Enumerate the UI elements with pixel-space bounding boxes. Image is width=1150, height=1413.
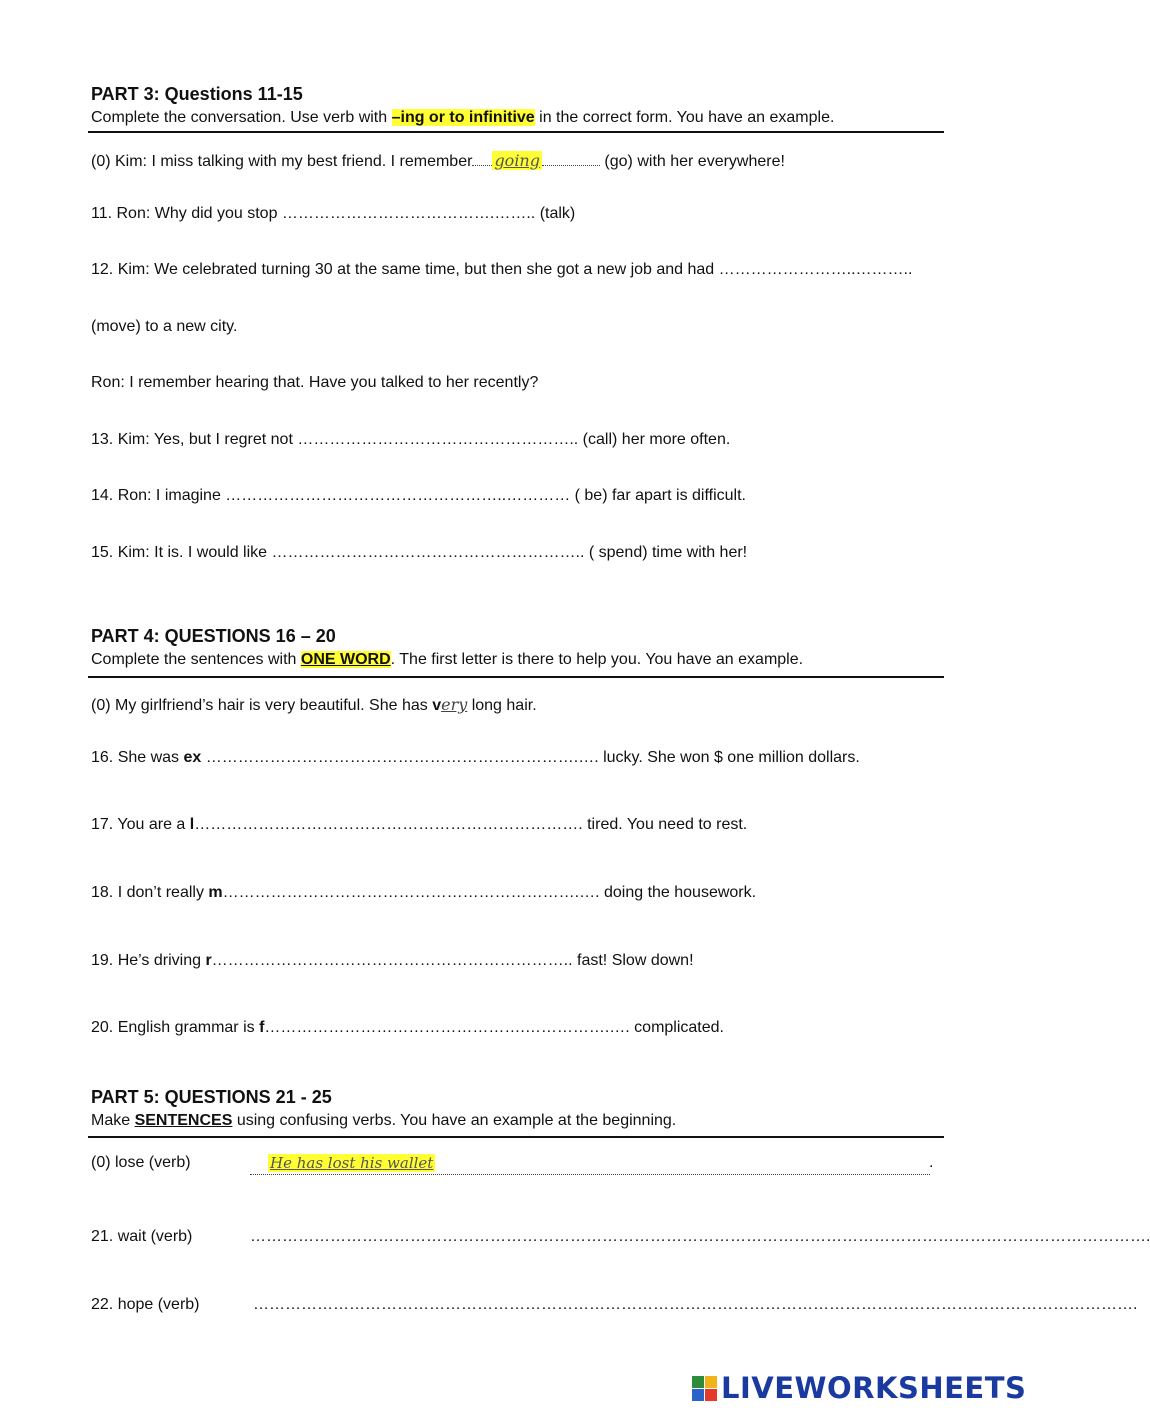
part4-instr-highlight: ONE WORD <box>300 651 391 668</box>
part3-example <box>91 151 785 171</box>
ron-line: Ron: I remember hearing that. Have you talked to her recently? <box>91 374 539 391</box>
question-22-field[interactable]: …………………………………………………………………………………………………………………………………………………. <box>253 1296 1138 1313</box>
example-answer[interactable]: going <box>494 151 540 170</box>
period: . <box>929 1154 934 1171</box>
q-text: 16. She was <box>91 749 184 766</box>
logo-text: LIVEWORKSHEETS <box>721 1371 1027 1405</box>
part5-example-field[interactable] <box>250 1154 930 1175</box>
q-text: 17. You are a <box>91 816 190 833</box>
q-blank-text: …………………………………………………………….…. lucky. She won $ one million dollars. <box>201 749 860 766</box>
q-first-letter: m <box>208 884 223 901</box>
q-first-letter: ex <box>183 749 202 766</box>
part3-instr-text: Complete the conversation. Use verb with <box>91 109 392 126</box>
q-text: 18. I don’t really <box>91 884 209 901</box>
liveworksheets-logo-icon <box>692 1376 717 1401</box>
part3-instr-text-end: in the correct form. You have an example. <box>534 109 835 126</box>
example-answer[interactable]: ery <box>441 695 468 714</box>
part3-instructions <box>91 109 834 127</box>
part3-divider <box>88 131 944 133</box>
q-first-letter: f <box>259 1019 265 1036</box>
part5-divider <box>88 1136 944 1138</box>
q-text: 20. English grammar is <box>91 1019 260 1036</box>
q-first-letter: l <box>189 816 195 833</box>
question-12-continued: (move) to a new city. <box>91 318 238 335</box>
example-text: (0) My girlfriend’s hair is very beautiful. She has <box>91 697 433 714</box>
q-text: 19. He’s driving <box>91 952 206 969</box>
part4-title: PART 4: QUESTIONS 16 – 20 <box>91 626 336 646</box>
question-15[interactable]: 15. Kim: It is. I would like ………………………………………………….. ( spend) time with her! <box>91 544 748 561</box>
part5-instr-highlight: SENTENCES <box>134 1112 233 1129</box>
example-text-end: (go) with her everywhere! <box>599 153 785 170</box>
question-20[interactable] <box>91 1019 724 1037</box>
question-17[interactable] <box>91 816 747 834</box>
part4-example <box>91 695 537 715</box>
part5-instr-text: Make <box>91 1112 135 1129</box>
part4-instr-text-end: . The first letter is there to help you. You have an example. <box>390 651 804 668</box>
question-12[interactable]: 12. Kim: We celebrated turning 30 at the same time, but then she got a new job and had ……………………..……….. <box>91 261 913 278</box>
part5-instructions <box>91 1112 676 1130</box>
part3-instr-highlight: –ing or to infinitive <box>391 109 535 126</box>
example-first-letter: v <box>432 697 442 714</box>
q-blank-text: ………………………………………………………….…. doing the housework. <box>222 884 757 901</box>
q-blank-text: ………………………………………………………………. tired. You need to rest. <box>194 816 748 833</box>
part4-instr-text: Complete the sentences with <box>91 651 301 668</box>
question-11[interactable]: 11. Ron: Why did you stop ………………………………….…….. (talk) <box>91 205 576 222</box>
question-13[interactable]: 13. Kim: Yes, but I regret not …………………………………………….. (call) her more often. <box>91 431 731 448</box>
example-text: (0) Kim: I miss talking with my best friend. I remember <box>91 153 473 170</box>
question-16[interactable] <box>91 749 860 767</box>
question-22-label: 22. hope (verb) <box>91 1296 200 1313</box>
part4-divider <box>88 676 944 678</box>
part5-instr-text-end: using confusing verbs. You have an example at the beginning. <box>232 1112 677 1129</box>
question-21-field[interactable]: ……………………………………………………………………………………………………………………………………………………. <box>250 1228 1150 1245</box>
part5-example-label: (0) lose (verb) <box>91 1154 191 1171</box>
example-blank-trail <box>542 151 600 166</box>
question-18[interactable] <box>91 884 756 902</box>
question-19[interactable] <box>91 952 694 970</box>
example-text-end: long hair. <box>467 697 537 714</box>
part4-instructions <box>91 651 803 669</box>
q-blank-text: ………………………………………….…………….…. complicated. <box>264 1019 724 1036</box>
part3-title: PART 3: Questions 11-15 <box>91 84 303 104</box>
liveworksheets-logo <box>692 1371 1026 1405</box>
part5-title: PART 5: QUESTIONS 21 - 25 <box>91 1087 332 1107</box>
q-first-letter: r <box>205 952 212 969</box>
example-answer: He has lost his wallet <box>270 1154 434 1172</box>
example-blank-lead <box>472 151 492 166</box>
q-blank-text: ………………………………………………………….. fast! Slow down! <box>211 952 694 969</box>
question-14[interactable]: 14. Ron: I imagine ……………………………………………..………… ( be) far apart is difficult. <box>91 487 746 504</box>
question-21-label: 21. wait (verb) <box>91 1228 193 1245</box>
